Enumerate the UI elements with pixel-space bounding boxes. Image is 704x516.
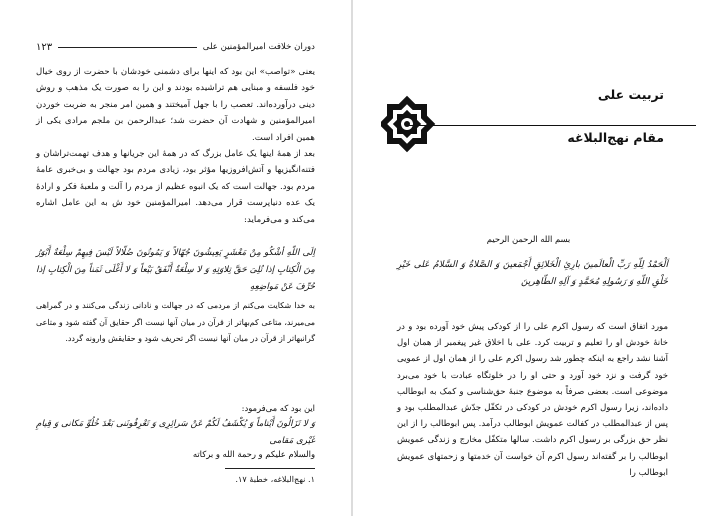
running-header-title: دوران خلافت امیرالمؤمنین علی [202,42,315,52]
chapter-subtitle: مقام نهج‌البلاغه [567,130,664,145]
right-body-text: مورد اتفاق است که رسول اکرم علی را از کودکی پیش خود آورده بود و در خانهٔ خودش او را تعلیم و تربیت کرد. علی با اخلاق غیر پیغمبر از همان اول آشنا نشد راجع به اینکه چطور شد رسول اکرم علی را از همان اول از عمویی خود گرفت و نزد خود آورد و حتی او را در خلوتگاه عبادت با خود می‌برد موضوعی است. بعضی صرفاً به موضوع جنبهٔ حق‌شناسی و کمک به ابوطالب داده‌اند، زیرا رسول اکرم خودش در کودکی در تکفّل جدّش عبدالمطلب بود و پس از عبدالمطلب در کفالت عمویش ابوطالب درآمد. پس ابوطالب را از این نظر حق بزرگی بر رسول اکرم داشت. سالها متکفّل مخارج و زندگی عمویش ابوطالب را بر گفته‌اند رسول اکرم آن خواست آن خدمتها و زحمتهای عمویش ابوطالب را [397,322,668,478]
header-rule [58,47,197,48]
chapter-title-rule [407,125,696,126]
footnote: ۱. نهج‌البلاغه، خطبهٔ ۱۷. [235,474,315,484]
paragraph-1: یعنی «تواصب» این بود که اینها برای دشمنی خودشان با حضرت از روی خیال خود فلسفه و مبنایی هم تراشیده بودند و این را به صورت یک مذهب و روش دینی درآورده‌اند. تعصب را با جهل آمیختند و همین امر منجر به ضربت خوردن امیرالمؤمنین و شهادت آن حضرت شد؛ عبدالرحمن بن ملجم مرادی یکی از همین افراد است. [36,67,315,143]
left-body-text [36,64,315,228]
page-number: ۱۲۳ [36,41,53,53]
arabic-quote: اِلَی اللّهِ أشْکُو مِنْ مَعْشَرٍ یَعِیشُونَ جُهّالاً وَ یَمُوتُونَ ضُلّالاً لَیْسَ فِیهِمْ سِلْعَةٌ أَبْوَرُ مِنَ الْکِتابِ إذا تُلِیَ حَقَّ تِلاوَتِهِ وَ لا سِلْعَةٌ أَنْفَقُ بَیْعاً وَ لا أَغْلَی ثَمَناً مِنَ الْکِتابِ إذا حُرِّفَ عَنْ مَواضِعِهِ [36,248,315,292]
left-page [0,0,351,516]
chapter-title: تربیت علی [597,87,664,102]
footnote-rule [225,468,315,469]
basmala: بسم الله الرحمن الرحیم [486,234,571,244]
arabic-quote-2: وَ لا تَزَالُونَ أَیْتاماً وَ یُکْشَفُ لَکُمْ عَنْ سَرائِرِی وَ تَعْرِفُونَنی بَعْدَ خُلُوِّ مَکانی وَ قِیامِ غَیْری مَقامی [36,419,315,446]
chapter-header [353,79,704,174]
running-header [36,40,315,54]
closing-salutation: والسلام علیکم و رحمة الله و برکاته [192,449,315,459]
opening-prayer: اَلْحَمْدُ لِلّهِ رَبِّ الْعالَمینَ بارِئِ الْخَلائِقِ أَجْمَعینَ وَ الصَّلاةُ وَ السَّلامُ عَلی خَیْرِ خَلْقِ اللّهِ وَ رَسُولِهِ مُحَمَّدٍ وَ آلِهِ الطّاهِرینَ [397,260,668,287]
star-ornament-icon [381,79,437,174]
paragraph-2: بعد از همهٔ اینها یک عامل بزرگ که در همهٔ این جریانها و هدف تهمت‌تراشان و فتنه‌انگیزیها و آتش‌افروزیها مؤثر بود، زیادی مردم بود جهالت و بی‌خبری عامهٔ مردم بود. جهالت است که یک انبوه عظیم از مردم را آلت و ملعبهٔ فکر و ارادهٔ یک عده دنیاپرست قرار می‌دهد. امیرالمؤمنین خود ش به این عامل اشاره می‌کند و می‌فرماید: [36,149,315,225]
intro-line: این بود که می‌فرمود: [241,403,315,413]
right-page [353,0,704,516]
quote-translation: به خدا شکایت می‌کنم از مردمی که در جهالت و نادانی زندگی می‌کنند و در گمراهی می‌میرند، متاعی کم‌بهاتر از قرآن در میان آنها نیست اگر حقایق آن گفته شود و متاعی گرانبهاتر از قرآن در میان آنها نیست اگر تحریف شود و حقایقش وارونه گردد. [36,301,315,344]
